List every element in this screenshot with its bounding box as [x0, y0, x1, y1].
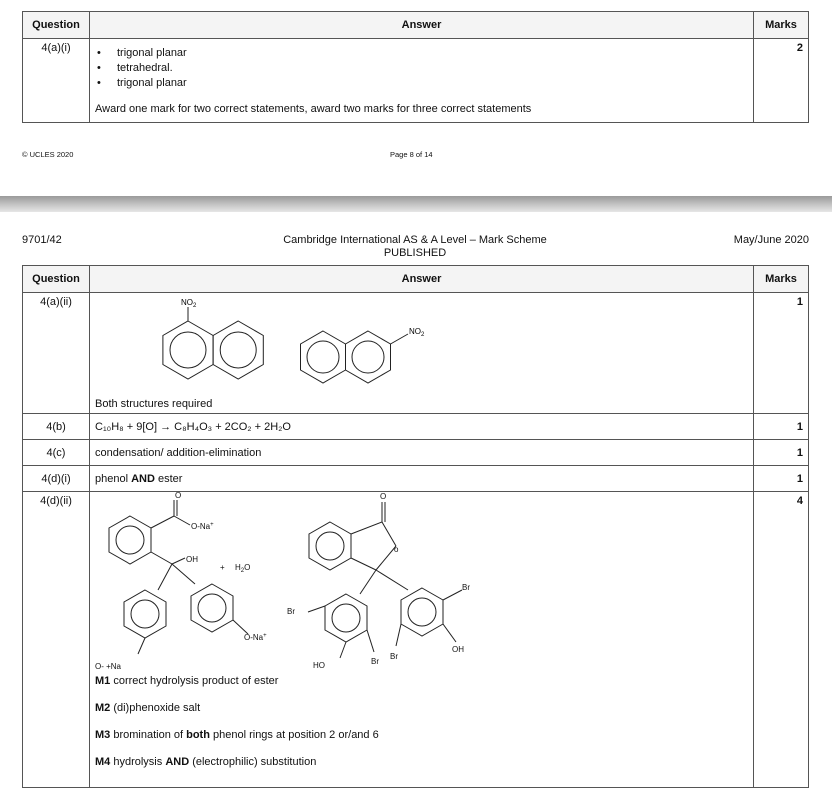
benzene-ring: [124, 590, 166, 638]
table-row: [23, 492, 809, 788]
mark-point: M4 hydrolysis AND (electrophilic) substitution: [95, 756, 317, 768]
page-separator: [0, 196, 832, 212]
doc-code: 9701/42: [22, 234, 62, 246]
hydroxyl-label: OH: [186, 555, 198, 564]
mark-scheme-table-page1: [22, 11, 809, 123]
col-header-answer: Answer: [90, 12, 754, 39]
phenoxide-label: O-Na+: [244, 633, 267, 642]
marks-cell: 1: [754, 466, 809, 492]
mark-point: M3 bromination of both phenol rings at position 2 or/and 6: [95, 729, 379, 741]
marking-note: Award one mark for two correct statements, award two marks for three correct statements: [95, 103, 532, 115]
page-number: Page 8 of 14: [390, 150, 433, 159]
col-header-marks: Marks: [754, 266, 809, 293]
answer-cell: [90, 293, 754, 414]
col-header-question: Question: [23, 266, 90, 293]
table-row: [23, 466, 809, 492]
mark-scheme-table-page2: [22, 265, 809, 788]
bromine-label: Br: [390, 652, 398, 661]
list-item: • trigonal planar: [117, 46, 748, 61]
benzene-ring: [309, 522, 351, 570]
carbonyl-oxygen: O: [175, 492, 182, 500]
answer-cell: [90, 466, 754, 492]
plus-sign: +: [220, 563, 225, 572]
water-label: $H_2O$: [235, 563, 251, 574]
benzene-ring: [191, 584, 233, 632]
benzene-ring: [109, 516, 151, 564]
answer-text: phenol: [95, 472, 132, 485]
hydrolysis-bromination-structures: [90, 492, 770, 684]
equation-cell: C₁₀H₈ + 9[O] → C₈H₄O₃ + 2CO₂ + 2H₂O: [90, 414, 754, 440]
answer-cell: [90, 39, 754, 123]
title-line-2: PUBLISHED: [383, 247, 447, 259]
lactone-carbonyl-oxygen: O: [380, 492, 387, 501]
answer-text: ester: [154, 472, 183, 485]
table-row: [23, 39, 809, 123]
marks-cell: 1: [754, 414, 809, 440]
answer-bullets: [95, 46, 748, 91]
bromine-label: Br: [462, 583, 470, 592]
marks-cell: 2: [754, 39, 809, 123]
exam-session: May/June 2020: [733, 234, 809, 246]
nitronaphthalene-structures: [90, 293, 770, 397]
marks-cell: 4: [754, 492, 809, 788]
marks-cell: 1: [754, 440, 809, 466]
marks-cell: 1: [754, 293, 809, 414]
question-cell: 4(d)(ii): [23, 492, 90, 788]
phenoxide-label-left: O- +Na: [95, 662, 122, 671]
bromophenol-ring: [401, 588, 443, 636]
bromine-label: Br: [371, 657, 379, 666]
table-row: [23, 440, 809, 466]
ring-oxygen: o: [394, 545, 399, 554]
table-row: [23, 293, 809, 414]
question-cell: 4(d)(i): [23, 466, 90, 492]
page-title: [215, 234, 615, 260]
col-header-marks: Marks: [754, 12, 809, 39]
col-header-answer: Answer: [90, 266, 754, 293]
marking-points: [95, 674, 735, 769]
list-item: • tetrahedral.: [117, 61, 748, 76]
question-cell: 4(a)(ii): [23, 293, 90, 414]
hydroxyl-label: HO: [313, 661, 325, 670]
mark-point: M2 (di)phenoxide salt: [95, 702, 201, 714]
question-cell: 4(c): [23, 440, 90, 466]
question-cell: 4(a)(i): [23, 39, 90, 123]
hydroxyl-label: OH: [452, 645, 464, 654]
bromophenol-ring: [325, 594, 367, 642]
table-row: [23, 414, 809, 440]
nitro-label: $NO_2$: [181, 298, 197, 309]
structures-caption: Both structures required: [95, 398, 213, 410]
answer-cell: [90, 492, 754, 788]
carboxylate-label: O-Na+: [191, 522, 214, 531]
mark-point: M1 correct hydrolysis product of ester: [95, 675, 279, 687]
question-cell: 4(b): [23, 414, 90, 440]
answer-keyword: AND: [131, 472, 155, 485]
bromine-label: Br: [287, 607, 295, 616]
nitro-label: $NO_2$: [409, 327, 425, 338]
list-item: • trigonal planar: [117, 76, 748, 91]
answer-cell: condensation/ addition-elimination: [90, 440, 754, 466]
copyright: © UCLES 2020: [22, 150, 74, 159]
title-line-1: Cambridge International AS & A Level – Mark Scheme: [283, 234, 547, 246]
col-header-question: Question: [23, 12, 90, 39]
